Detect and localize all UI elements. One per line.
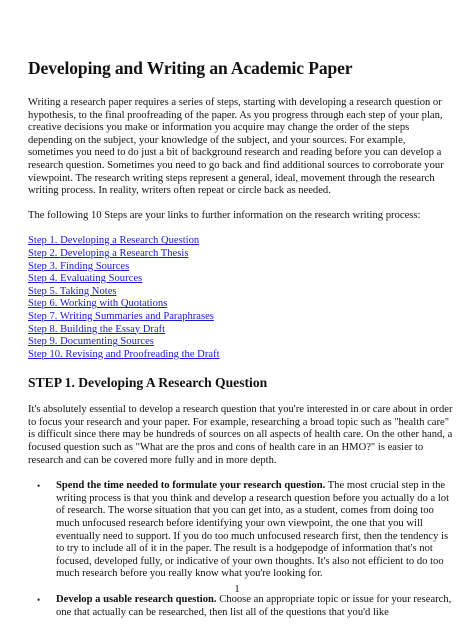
step-3-link[interactable]: Step 3. Finding Sources [28, 260, 130, 272]
bullet-icon: • [37, 595, 41, 605]
step-list-item [28, 349, 453, 362]
step-8-link[interactable]: Step 8. Building the Essay Draft [28, 323, 166, 335]
page-title: Developing and Writing an Academic Paper [28, 58, 353, 78]
step-list-item [28, 273, 453, 286]
step-list-item [28, 324, 453, 337]
step-list-item [28, 235, 453, 248]
advice-bullet-list [28, 480, 453, 619]
step-6-link[interactable]: Step 6. Working with Quotations [28, 298, 168, 310]
step-10-link[interactable]: Step 10. Revising and Proofreading the Draft [28, 348, 220, 360]
page-number: 1 [234, 584, 240, 595]
step-list-item [28, 311, 453, 324]
section-intro-paragraph: It's absolutely essential to develop a research question that you're interested in or care about in order to focus your research and your paper. For example, researching a broad topic such as "health care" is difficult since there may be hundreds of sources on all aspects of health care. On the other hand, a focused question such as "What are the pros and cons of health care in an HMO?" is easier to research and can be covered more fully and in more depth. [28, 404, 453, 466]
step-list-item [28, 261, 453, 274]
bullet-item [28, 480, 453, 581]
step-list-item [28, 248, 453, 261]
step-2-link[interactable]: Step 2. Developing a Research Thesis [28, 247, 189, 259]
bullet-text: The most crucial step in the writing process is that you think and develop a research question before you actually do a lot of research. The worse situation that you can get into, as a student, comes from doing too much unfocused research before identifying your own viewpoint, the one that you will eventually need to support. If you do too much unfocused research first, then the tendency is to try to include all of it in the paper. The result is a hodgepodge of information that's not focused, developed fully, or indicative of your own thoughts. It's also not efficient to do too much research before you really know what you're looking for. [56, 480, 450, 580]
step-list-item [28, 298, 453, 311]
bullet-icon: • [37, 481, 41, 492]
page-content [28, 58, 453, 632]
steps-link-list [28, 235, 453, 361]
intro-paragraph: Writing a research paper requires a series of steps, starting with developing a research question or hypothesis, to the final proofreading of the paper. As you progress through each step of your plan, creative decisions you make or information you acquire may change the order of the steps depending on the subject, your knowledge of the subject, and your sources. For example, sometimes you need to do just a bit of background research and reading before you can develop a research question. Sometimes you need to go back and find additional sources to corroborate your viewpoint. The research writing steps represent a general, ideal, movement through the research writing process. In reality, writers often repeat or circle back as needed. [28, 97, 444, 197]
step-list-item [28, 286, 453, 299]
step-9-link[interactable]: Step 9. Documenting Sources [28, 336, 154, 348]
bullet-text: Choose an appropriate topic or issue for your research, one that actually can be researched, then list all of the questions that you'd like [56, 594, 452, 618]
step-5-link[interactable]: Step 5. Taking Notes [28, 285, 117, 297]
section-heading: STEP 1. Developing A Research Question [28, 375, 268, 391]
step-7-link[interactable]: Step 7. Writing Summaries and Paraphrases [28, 310, 214, 322]
step-4-link[interactable]: Step 4. Evaluating Sources [28, 273, 143, 285]
steps-lead-paragraph: The following 10 Steps are your links to further information on the research writing process: [28, 209, 421, 221]
step-1-link[interactable]: Step 1. Developing a Research Question [28, 235, 200, 247]
bullet-item [28, 594, 453, 619]
step-list-item [28, 336, 453, 349]
bullet-lead: Develop a usable research question. [56, 594, 217, 605]
bullet-lead: Spend the time needed to formulate your research question. [56, 480, 326, 492]
